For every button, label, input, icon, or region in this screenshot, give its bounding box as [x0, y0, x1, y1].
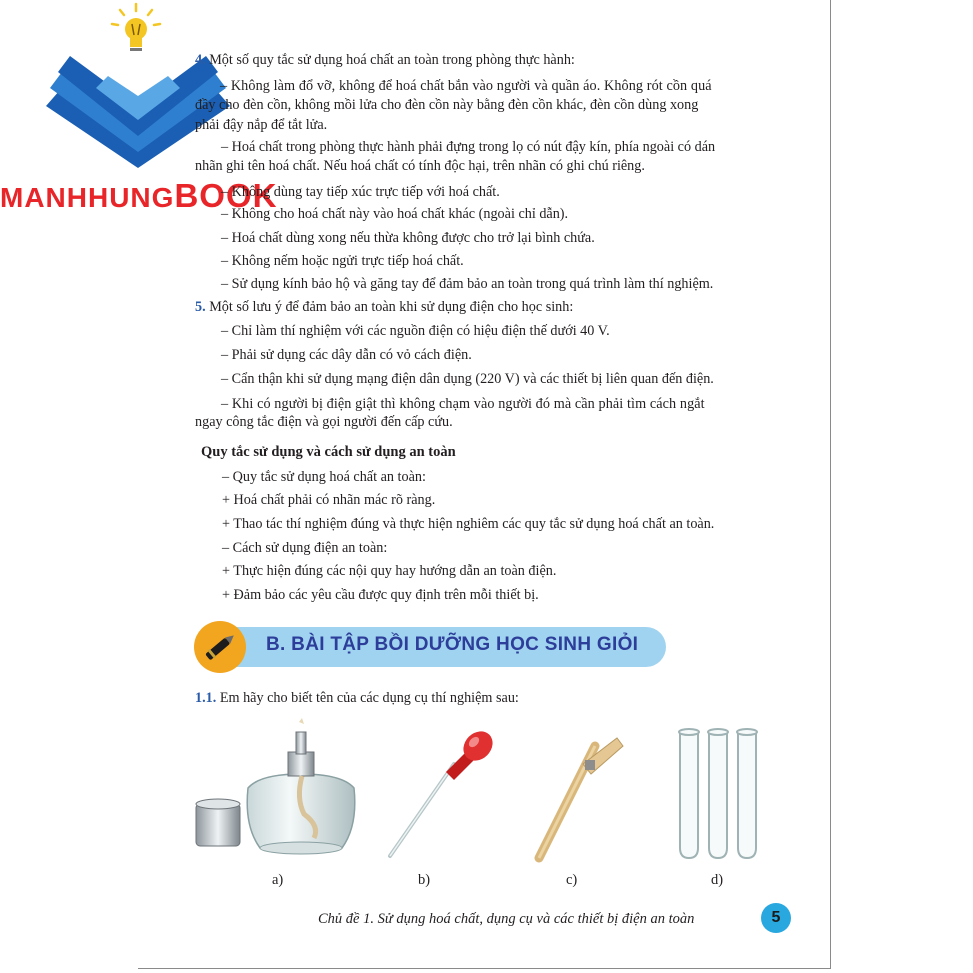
- summary-line: – Quy tắc sử dụng hoá chất an toàn:: [222, 469, 426, 485]
- logo-text-accent: BOOK: [174, 177, 278, 214]
- section4-title: [195, 51, 575, 70]
- section5-line: – Phải sử dụng các dây dẫn có vỏ cách điện.: [221, 347, 472, 363]
- caption-b: b): [418, 872, 431, 888]
- exercise-question: [195, 689, 519, 708]
- section5-title-text: Một số lưu ý để đảm bảo an toàn khi sử dụng điện cho học sinh:: [205, 299, 574, 315]
- banner-title: B. BÀI TẬP BỒI DƯỠNG HỌC SINH GIỎI: [266, 634, 639, 655]
- pen-icon: [194, 621, 246, 673]
- section4-line: – Hoá chất dùng xong nếu thừa không được cho trở lại bình chứa.: [221, 230, 595, 246]
- section4-line: phải đậy nắp để tắt lửa.: [195, 117, 328, 133]
- alcohol-lamp-image: [192, 718, 367, 863]
- section5-line: – Chỉ làm thí nghiệm với các nguồn điện có hiệu điện thế dưới 40 V.: [221, 323, 610, 339]
- section-banner: [194, 621, 670, 673]
- pipette-image: [380, 728, 500, 863]
- section5-line: – Cẩn thận khi sử dụng mạng điện dân dụng (220 V) và các thiết bị liên quan đến điện.: [221, 371, 714, 387]
- section4-line: – Hoá chất trong phòng thực hành phải đựng trong lọ có nút đậy kín, phía ngoài có dán: [221, 139, 716, 155]
- banner-circle: [194, 621, 246, 673]
- caption-c: c): [566, 872, 578, 888]
- chapter-footer: Chủ đề 1. Sử dụng hoá chất, dụng cụ và các thiết bị điện an toàn: [318, 911, 695, 927]
- summary-line: + Đảm bảo các yêu cầu được quy định trên mỗi thiết bị.: [222, 587, 539, 603]
- section5-number: 5.: [195, 299, 206, 315]
- summary-line: + Thực hiện đúng các nội quy hay hướng dẫn an toàn điện.: [222, 563, 557, 579]
- section4-line: – Sử dụng kính bảo hộ và găng tay để đảm bảo an toàn trong quá trình làm thí nghiệm.: [221, 276, 714, 292]
- logo-text-main: MANHHUNG: [0, 182, 175, 213]
- summary-line: + Hoá chất phải có nhãn mác rõ ràng.: [222, 492, 436, 508]
- section4-line: nhãn ghi tên hoá chất. Nếu hoá chất có tính độc hại, trên nhãn có ghi chú riêng.: [195, 158, 645, 174]
- section5-line: ngay công tắc điện và gọi người đến cấp cứu.: [195, 414, 453, 430]
- summary-line: – Cách sử dụng điện an toàn:: [222, 540, 388, 556]
- test-tubes-image: [672, 724, 772, 864]
- section4-title-text: Một số quy tắc sử dụng hoá chất an toàn trong phòng thực hành:: [205, 52, 575, 68]
- caption-d: d): [711, 872, 724, 888]
- section4-line: đầy cho đèn cồn, không mồi lửa cho đèn cồn này bằng đèn cồn khác, đèn cồn dùng xong: [195, 97, 699, 113]
- caption-a: a): [272, 872, 284, 888]
- page-number-badge: 5: [761, 903, 791, 933]
- exercise-number: 1.1.: [195, 690, 217, 706]
- summary-line: + Thao tác thí nghiệm đúng và thực hiện nghiêm các quy tắc sử dụng hoá chất an toàn.: [222, 516, 715, 532]
- section4-line: – Không cho hoá chất này vào hoá chất khác (ngoài chỉ dẫn).: [221, 206, 569, 222]
- section4-line: – Không nếm hoặc ngửi trực tiếp hoá chất.: [221, 253, 464, 269]
- section4-line: – Không dùng tay tiếp xúc trực tiếp với hoá chất.: [221, 184, 500, 200]
- test-tube-holder-image: [525, 732, 635, 867]
- exercise-question-text: Em hãy cho biết tên của các dụng cụ thí nghiệm sau:: [216, 690, 519, 706]
- summary-heading: Quy tắc sử dụng và cách sử dụng an toàn: [201, 444, 456, 460]
- section4-line: – Không làm đổ vỡ, không để hoá chất bắn vào người và quần áo. Không rót cồn quá: [220, 78, 712, 94]
- section5-line: – Khi có người bị điện giật thì không chạm vào người đó mà cần phải tìm cách ngắt: [221, 396, 705, 412]
- section5-title: [195, 298, 573, 317]
- section4-number: 4.: [195, 52, 206, 68]
